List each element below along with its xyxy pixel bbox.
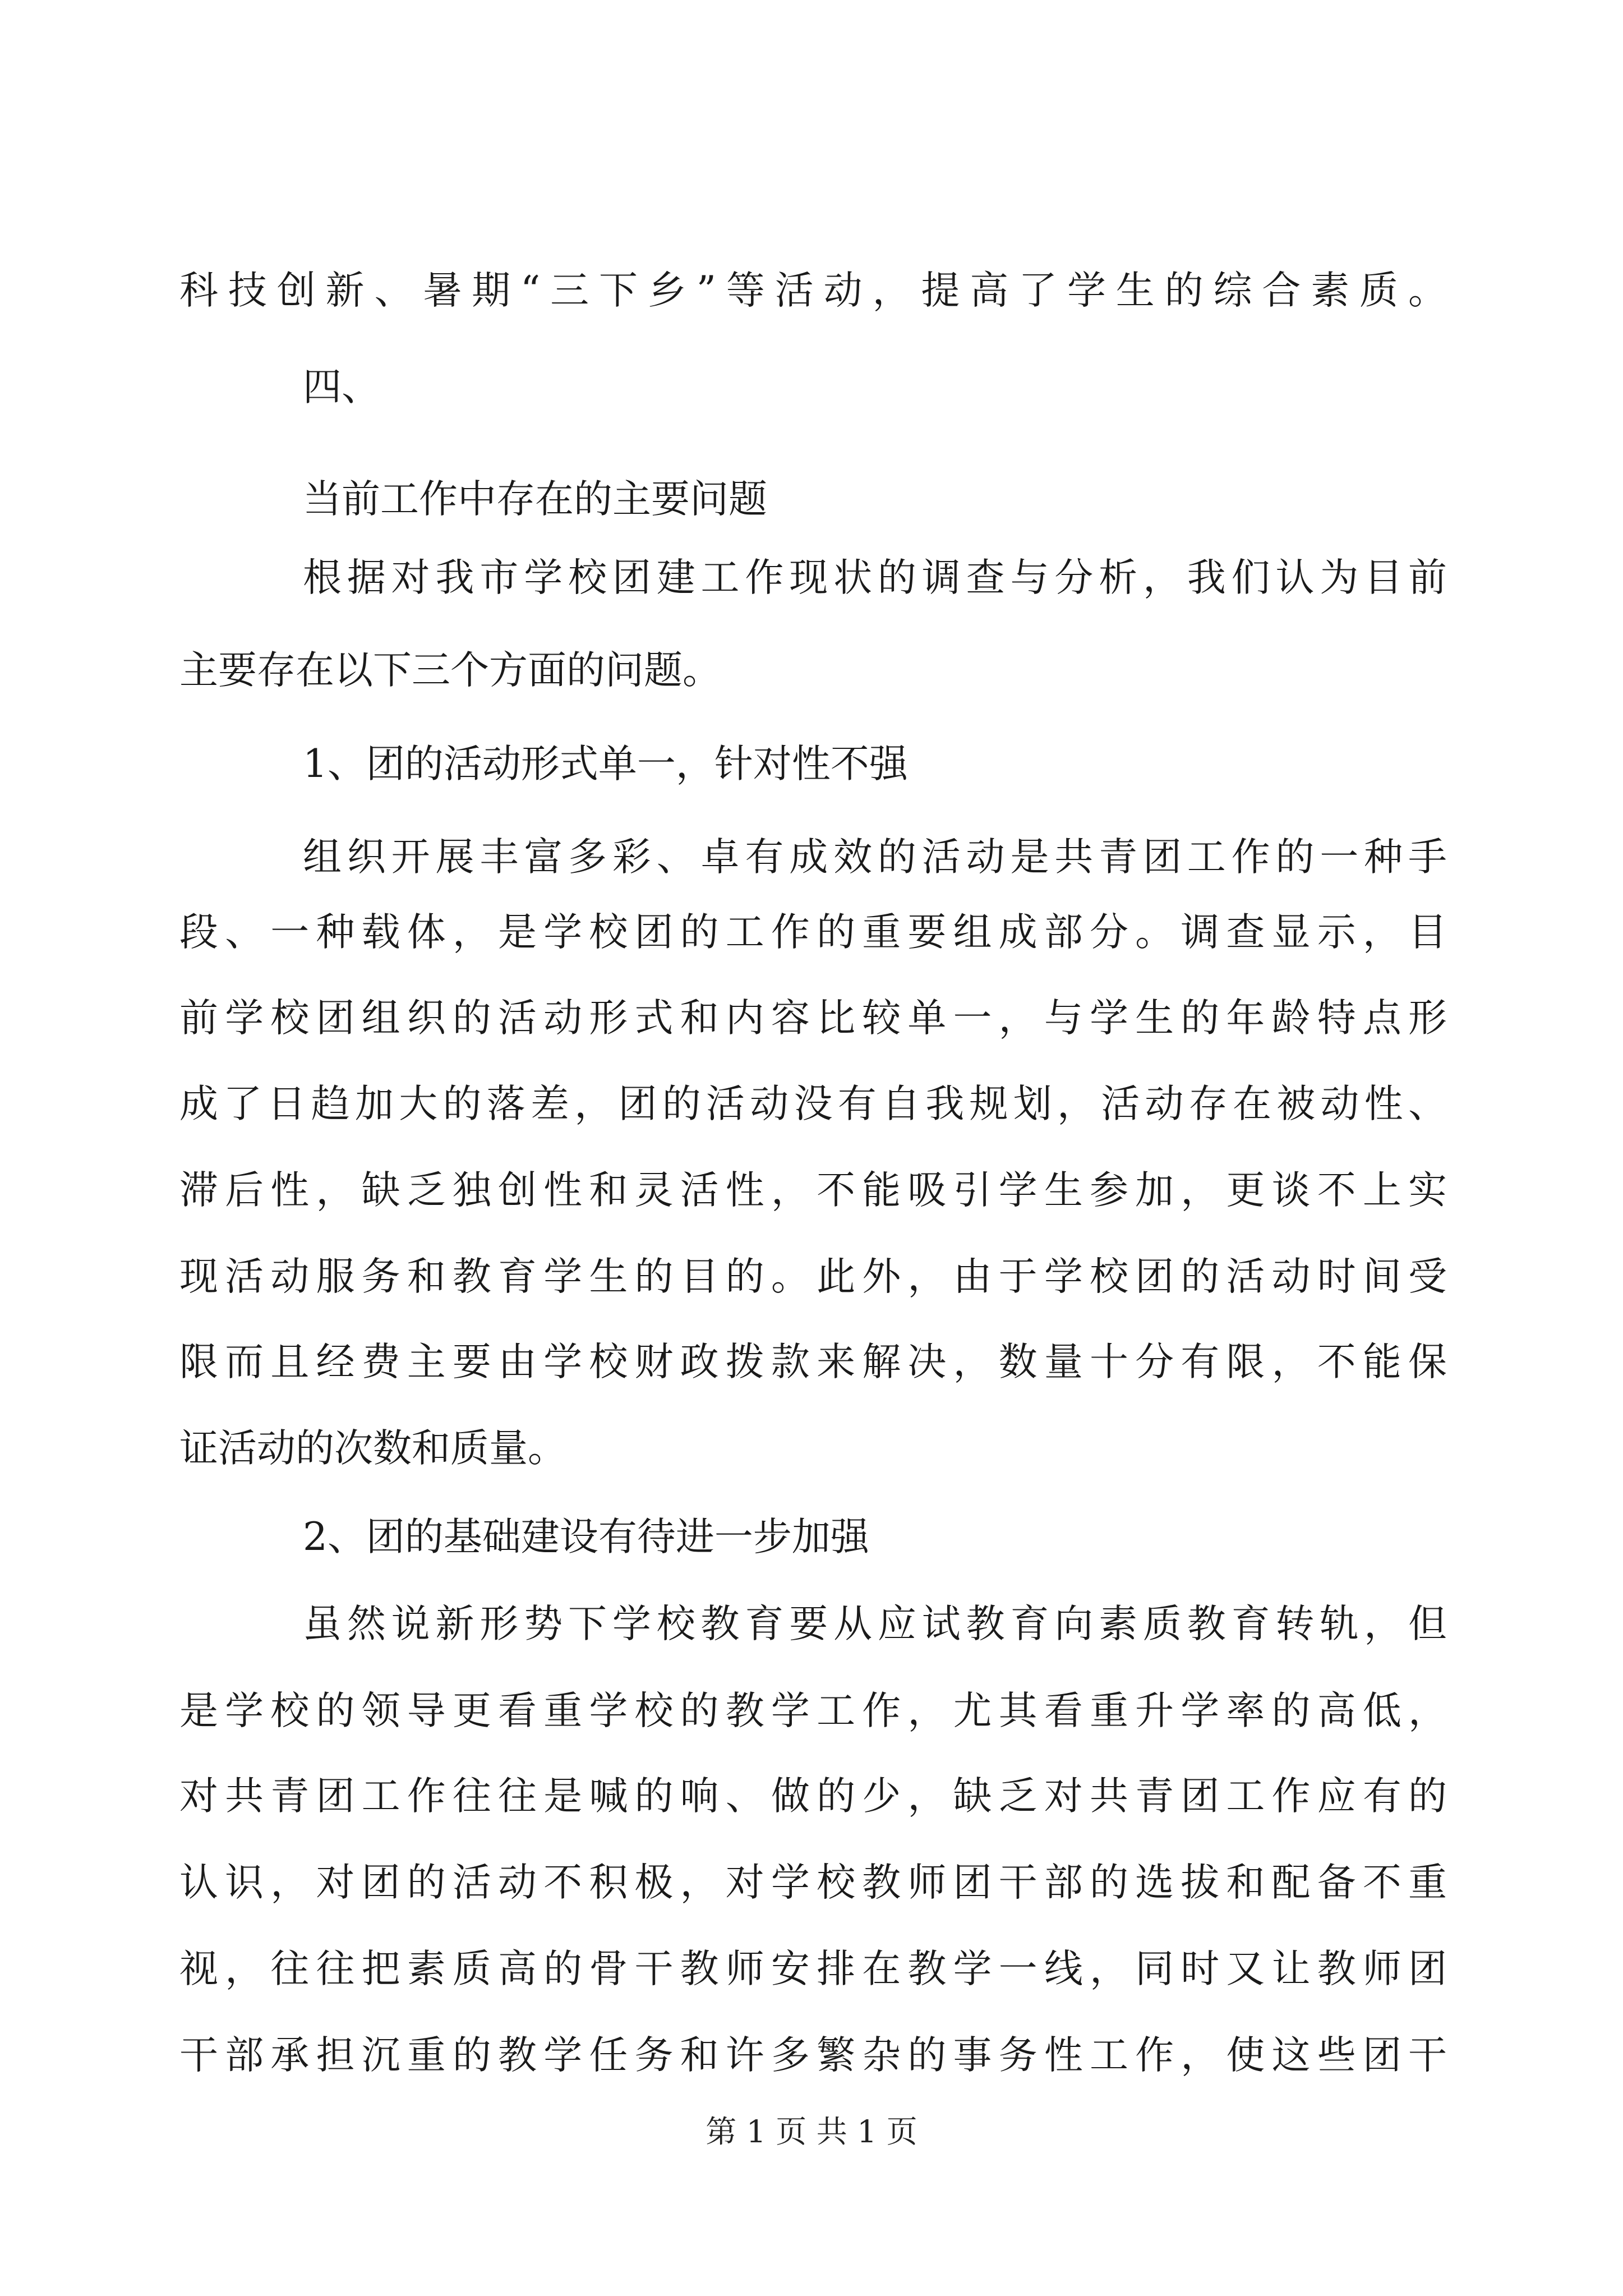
subheading: 1、团的活动形式单一，针对性不强	[303, 742, 908, 786]
body-line: 组织开展丰富多彩、卓有成效的活动是共青团工作的一种手	[303, 835, 1447, 880]
body-line: 是学校的领导更看重学校的教学工作，尤其看重升学率的高低，	[179, 1688, 1447, 1733]
body-line: 段、一种载体，是学校团的工作的重要组成部分。调查显示，目	[179, 910, 1447, 955]
section-number: 四、	[303, 365, 380, 409]
body-line: 视，往往把素质高的骨干教师安排在教学一线，同时又让教师团	[179, 1947, 1447, 1991]
body-line: 对共青团工作往往是喊的响、做的少，缺乏对共青团工作应有的	[179, 1774, 1447, 1819]
body-line: 现活动服务和教育学生的目的。此外，由于学校团的活动时间受	[179, 1254, 1447, 1299]
body-line: 证活动的次数和质量。	[179, 1426, 566, 1471]
body-line: 滞后性，缺乏独创性和灵活性，不能吸引学生参加，更谈不上实	[179, 1168, 1447, 1213]
body-line: 成了日趋加大的落差，团的活动没有自我规划，活动存在被动性、	[179, 1082, 1447, 1126]
page-number: 第 1 页 共 1 页	[706, 2114, 917, 2150]
body-line: 认识，对团的活动不积极，对学校教师团干部的选拔和配备不重	[179, 1860, 1447, 1905]
body-line: 限而且经费主要由学校财政拨款来解决，数量十分有限，不能保	[179, 1340, 1447, 1384]
body-line: 虽然说新形势下学校教育要从应试教育向素质教育转轨，但	[303, 1602, 1447, 1646]
subheading: 2、团的基础建设有待进一步加强	[303, 1515, 869, 1559]
body-line: 干部承担沉重的教学任务和许多繁杂的事务性工作，使这些团干	[179, 2033, 1447, 2078]
body-line: 前学校团组织的活动形式和内容比较单一，与学生的年龄特点形	[179, 996, 1447, 1041]
body-line: 科技创新、暑期“三下乡”等活动，提高了学生的综合素质。	[179, 268, 1447, 313]
body-line: 根据对我市学校团建工作现状的调查与分析，我们认为目前	[303, 555, 1447, 600]
section-heading: 当前工作中存在的主要问题	[303, 477, 767, 522]
body-line: 主要存在以下三个方面的问题。	[179, 648, 721, 693]
